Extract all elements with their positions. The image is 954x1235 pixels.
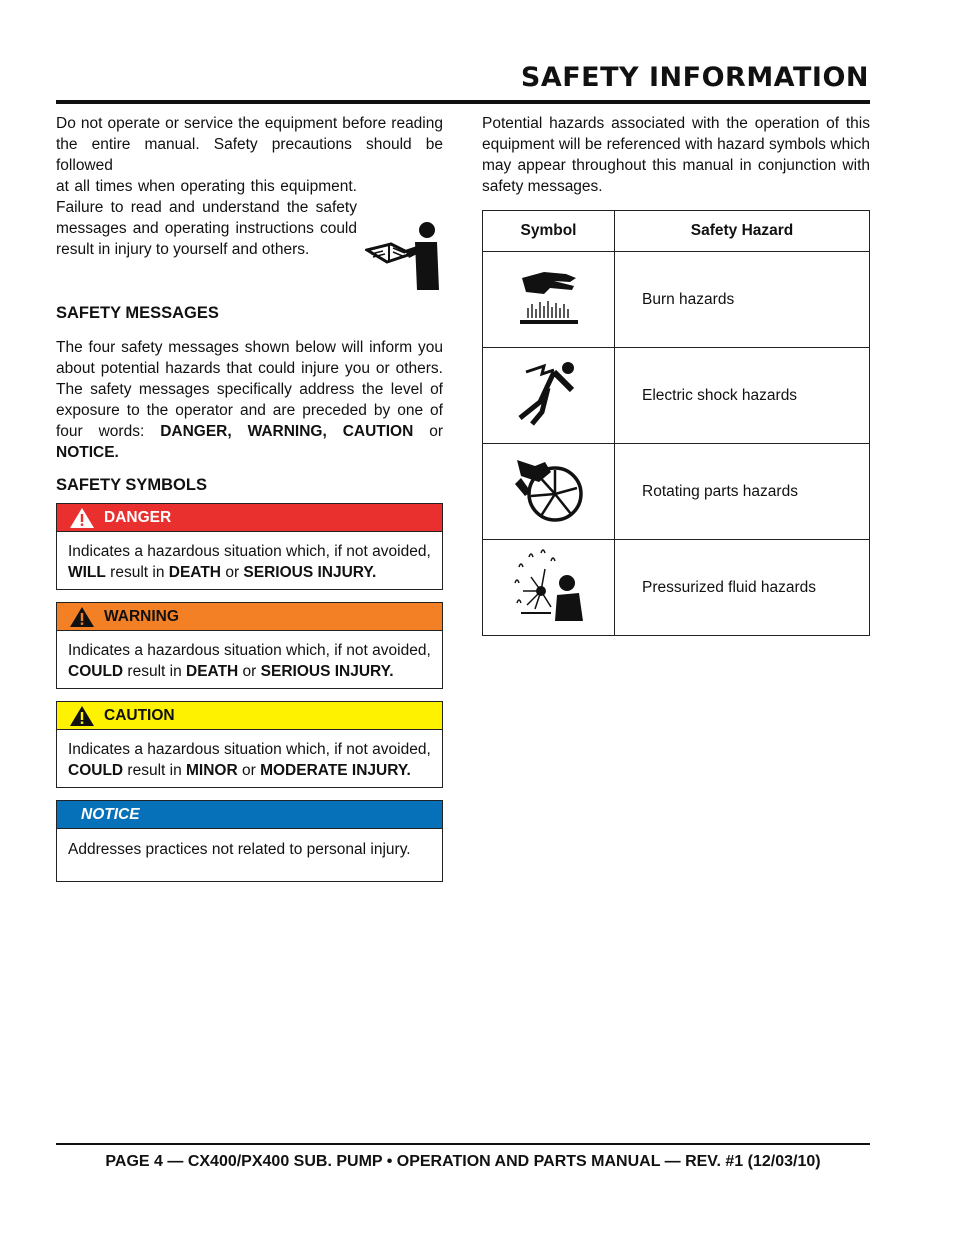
caution-box bbox=[56, 701, 443, 788]
safety-messages-text bbox=[56, 337, 443, 463]
symbol-cell bbox=[483, 444, 615, 540]
caution-b3: MODERATE INJURY. bbox=[260, 762, 411, 779]
table-row bbox=[483, 348, 870, 444]
hazard-label: Pressurized fluid hazards bbox=[615, 540, 870, 636]
warning-b1: COULD bbox=[68, 663, 124, 680]
danger-t3: or bbox=[221, 564, 244, 581]
symbol-cell bbox=[483, 540, 615, 636]
intro-line2: at all times when operating this equipment. Failure to read and understand the safety messages and operating instructions could result in injury to yourself and others. bbox=[56, 178, 357, 258]
danger-header bbox=[57, 504, 442, 532]
right-column bbox=[482, 113, 870, 636]
caution-b2: MINOR bbox=[186, 762, 238, 779]
table-header-row bbox=[483, 211, 870, 252]
danger-label: DANGER bbox=[104, 508, 172, 526]
messages-or: or bbox=[413, 423, 444, 440]
warning-triangle-icon bbox=[69, 507, 95, 529]
caution-t3: or bbox=[237, 762, 261, 779]
rotating-parts-icon bbox=[511, 452, 587, 526]
danger-b2: DEATH bbox=[168, 564, 222, 581]
warning-header bbox=[57, 603, 442, 631]
table-row bbox=[483, 540, 870, 636]
warning-t1: Indicates a hazardous situation which, if not avoided, bbox=[68, 642, 431, 659]
danger-t1: Indicates a hazardous situation which, if not avoided, bbox=[68, 543, 431, 560]
danger-box bbox=[56, 503, 443, 590]
caution-header bbox=[57, 702, 442, 730]
safety-messages-heading: SAFETY MESSAGES bbox=[56, 304, 219, 322]
notice-body: Addresses practices not related to personal injury. bbox=[68, 841, 411, 858]
title-rule bbox=[56, 100, 870, 104]
hazard-label: Burn hazards bbox=[615, 252, 870, 348]
hazard-label: Electric shock hazards bbox=[615, 348, 870, 444]
warning-b2: DEATH bbox=[186, 663, 239, 680]
warning-box bbox=[56, 602, 443, 689]
caution-t2: result in bbox=[123, 762, 186, 779]
page-footer: PAGE 4 — CX400/PX400 SUB. PUMP • OPERATION AND PARTS MANUAL — REV. #1 (12/03/10) bbox=[105, 1153, 821, 1170]
caution-t1: Indicates a hazardous situation which, if not avoided, bbox=[68, 741, 431, 758]
burn-hazard-icon bbox=[514, 264, 584, 330]
hazard-column-header: Safety Hazard bbox=[615, 211, 870, 252]
messages-text-span: The four safety messages shown below will inform you about potential hazards that could injure you or others. The safety messages specifically address the level of exposure to the operator and are preceded by one of four words: bbox=[56, 339, 443, 440]
danger-t2: result in bbox=[105, 564, 169, 581]
messages-words: DANGER, WARNING, CAUTION bbox=[160, 423, 414, 440]
caution-label: CAUTION bbox=[104, 706, 175, 724]
notice-header bbox=[57, 801, 442, 829]
hazard-label: Rotating parts hazards bbox=[615, 444, 870, 540]
warning-triangle-icon bbox=[69, 606, 95, 628]
footer-rule bbox=[56, 1143, 870, 1145]
danger-b3: SERIOUS INJURY. bbox=[243, 564, 377, 581]
electric-shock-icon bbox=[514, 358, 584, 428]
warning-body bbox=[57, 631, 442, 688]
symbol-cell bbox=[483, 252, 615, 348]
warning-t2: result in bbox=[123, 663, 186, 680]
symbol-cell bbox=[483, 348, 615, 444]
symbol-column-header: Symbol bbox=[483, 211, 615, 252]
read-manual-icon bbox=[365, 220, 443, 292]
page-title: SAFETY INFORMATION bbox=[520, 62, 869, 93]
warning-triangle-icon bbox=[69, 705, 95, 727]
intro-line1: Do not operate or service the equipment before reading the entire manual. Safety precautions should be followed bbox=[56, 115, 443, 174]
danger-b1: WILL bbox=[68, 564, 106, 581]
table-row bbox=[483, 444, 870, 540]
warning-b3: SERIOUS INJURY. bbox=[260, 663, 394, 680]
notice-box bbox=[56, 800, 443, 882]
table-row bbox=[483, 252, 870, 348]
messages-notice-word: NOTICE. bbox=[56, 444, 119, 461]
safety-symbols-heading: SAFETY SYMBOLS bbox=[56, 476, 207, 494]
hazard-table bbox=[482, 210, 870, 636]
left-column bbox=[56, 113, 443, 894]
warning-t3: or bbox=[238, 663, 261, 680]
caution-body bbox=[57, 730, 442, 787]
hazard-intro-text: Potential hazards associated with the operation of this equipment will be referenced with hazard symbols which may appear throughout this manual in conjunction with safety messages. bbox=[482, 115, 870, 195]
pressurized-fluid-icon bbox=[511, 547, 587, 623]
warning-label: WARNING bbox=[104, 607, 179, 625]
intro-block bbox=[56, 113, 443, 292]
notice-label: NOTICE bbox=[81, 805, 140, 823]
caution-b1: COULD bbox=[68, 762, 124, 779]
danger-body bbox=[57, 532, 442, 589]
